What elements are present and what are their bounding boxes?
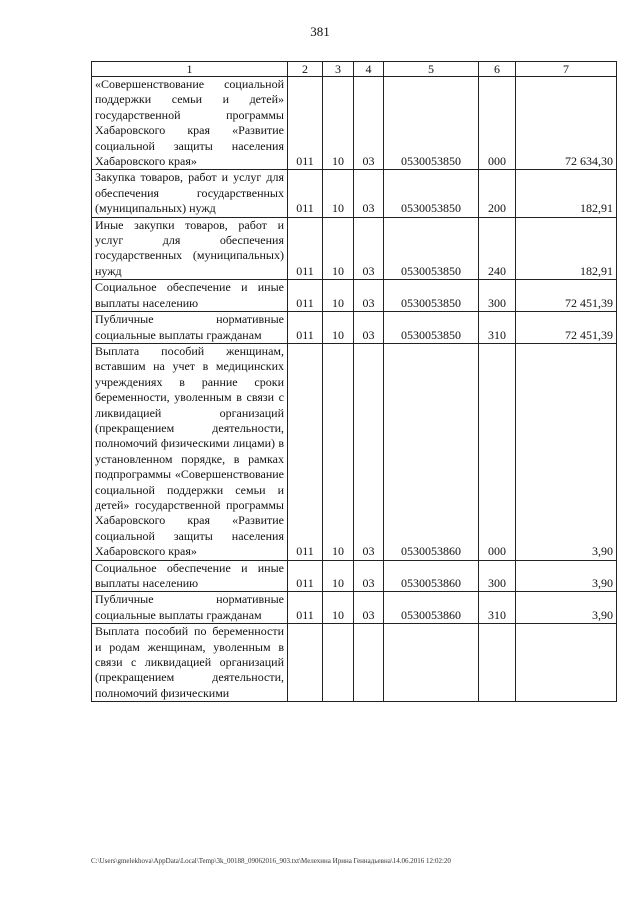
file-path-footer: C:\Users\gmelekhova\AppData\Local\Temp\3k_00188_09062016_903.txt\Мелехина Ирина Геннадьевна\14.06.2016 12:02:20 — [91, 857, 451, 865]
cell-admin-code: 011 — [288, 170, 323, 217]
column-header: 4 — [354, 62, 384, 77]
cell-amount: 72 451,39 — [516, 312, 617, 344]
cell-subsection: 03 — [354, 77, 384, 170]
page-number: 381 — [310, 24, 330, 39]
row-name: Выплата пособий женщинам, вставшим на учет в медицинских учреждениях в ранние сроки беременности, уволенным в связи с ликвидацией организаций (прекращением деятельности, полномочий физическими лицами) в установленном порядке, в рамках подпрограммы «Совершенствование социальной поддержки семьи и детей» государственной программы Хабаровского края «Развитие социальной защиты населения Хабаровского края» — [92, 343, 288, 560]
cell-admin-code: 011 — [288, 312, 323, 344]
table-row — [92, 592, 617, 624]
cell-expense-type — [479, 624, 516, 702]
cell-amount — [516, 624, 617, 702]
cell-subsection — [354, 624, 384, 702]
row-name: Социальное обеспечение и иные выплаты населению — [92, 280, 288, 312]
cell-subsection: 03 — [354, 592, 384, 624]
row-name: Публичные нормативные социальные выплаты гражданам — [92, 312, 288, 344]
table-row — [92, 560, 617, 592]
table-header-row — [92, 62, 617, 77]
cell-admin-code: 011 — [288, 560, 323, 592]
cell-section — [323, 624, 354, 702]
cell-subsection: 03 — [354, 343, 384, 560]
cell-admin-code: 011 — [288, 280, 323, 312]
cell-section: 10 — [323, 312, 354, 344]
cell-section: 10 — [323, 217, 354, 280]
cell-amount: 182,91 — [516, 170, 617, 217]
cell-admin-code: 011 — [288, 77, 323, 170]
cell-subsection: 03 — [354, 170, 384, 217]
cell-target-article: 0530053850 — [384, 312, 479, 344]
cell-expense-type: 300 — [479, 280, 516, 312]
cell-subsection: 03 — [354, 217, 384, 280]
column-header: 3 — [323, 62, 354, 77]
cell-admin-code — [288, 624, 323, 702]
cell-target-article: 0530053860 — [384, 343, 479, 560]
cell-amount: 72 451,39 — [516, 280, 617, 312]
cell-admin-code: 011 — [288, 343, 323, 560]
cell-amount: 72 634,30 — [516, 77, 617, 170]
row-name: Социальное обеспечение и иные выплаты населению — [92, 560, 288, 592]
cell-expense-type: 300 — [479, 560, 516, 592]
row-name: Выплата пособий по беременности и родам женщинам, уволенным в связи с ликвидацией организаций (прекращением деятельности, полномочий физическими — [92, 624, 288, 702]
table-row — [92, 170, 617, 217]
cell-target-article: 0530053850 — [384, 280, 479, 312]
cell-amount: 3,90 — [516, 592, 617, 624]
table-row — [92, 77, 617, 170]
cell-expense-type: 310 — [479, 592, 516, 624]
cell-target-article: 0530053850 — [384, 77, 479, 170]
row-name: «Совершенствование социальной поддержки семьи и детей» государственной программы Хабаровского края «Развитие социальной защиты населения Хабаровского края» — [92, 77, 288, 170]
row-name: Закупка товаров, работ и услуг для обеспечения государственных (муниципальных) нужд — [92, 170, 288, 217]
column-header: 1 — [92, 62, 288, 77]
cell-section: 10 — [323, 560, 354, 592]
cell-expense-type: 240 — [479, 217, 516, 280]
budget-table — [91, 61, 617, 702]
cell-expense-type: 200 — [479, 170, 516, 217]
cell-admin-code: 011 — [288, 592, 323, 624]
cell-target-article: 0530053860 — [384, 560, 479, 592]
cell-section: 10 — [323, 343, 354, 560]
cell-amount: 182,91 — [516, 217, 617, 280]
table-row — [92, 624, 617, 702]
cell-expense-type: 310 — [479, 312, 516, 344]
cell-section: 10 — [323, 280, 354, 312]
column-header: 7 — [516, 62, 617, 77]
column-header: 5 — [384, 62, 479, 77]
cell-target-article: 0530053850 — [384, 170, 479, 217]
column-header: 6 — [479, 62, 516, 77]
cell-amount: 3,90 — [516, 343, 617, 560]
table-row — [92, 217, 617, 280]
cell-section: 10 — [323, 77, 354, 170]
row-name: Иные закупки товаров, работ и услуг для обеспечения государственных (муниципальных) нужд — [92, 217, 288, 280]
table-row — [92, 280, 617, 312]
row-name: Публичные нормативные социальные выплаты гражданам — [92, 592, 288, 624]
cell-amount: 3,90 — [516, 560, 617, 592]
cell-target-article: 0530053860 — [384, 592, 479, 624]
cell-expense-type: 000 — [479, 343, 516, 560]
table-row — [92, 312, 617, 344]
cell-section: 10 — [323, 170, 354, 217]
cell-subsection: 03 — [354, 280, 384, 312]
cell-section: 10 — [323, 592, 354, 624]
cell-subsection: 03 — [354, 312, 384, 344]
table-row — [92, 343, 617, 560]
cell-target-article: 0530053850 — [384, 217, 479, 280]
column-header: 2 — [288, 62, 323, 77]
cell-subsection: 03 — [354, 560, 384, 592]
cell-target-article — [384, 624, 479, 702]
cell-admin-code: 011 — [288, 217, 323, 280]
cell-expense-type: 000 — [479, 77, 516, 170]
